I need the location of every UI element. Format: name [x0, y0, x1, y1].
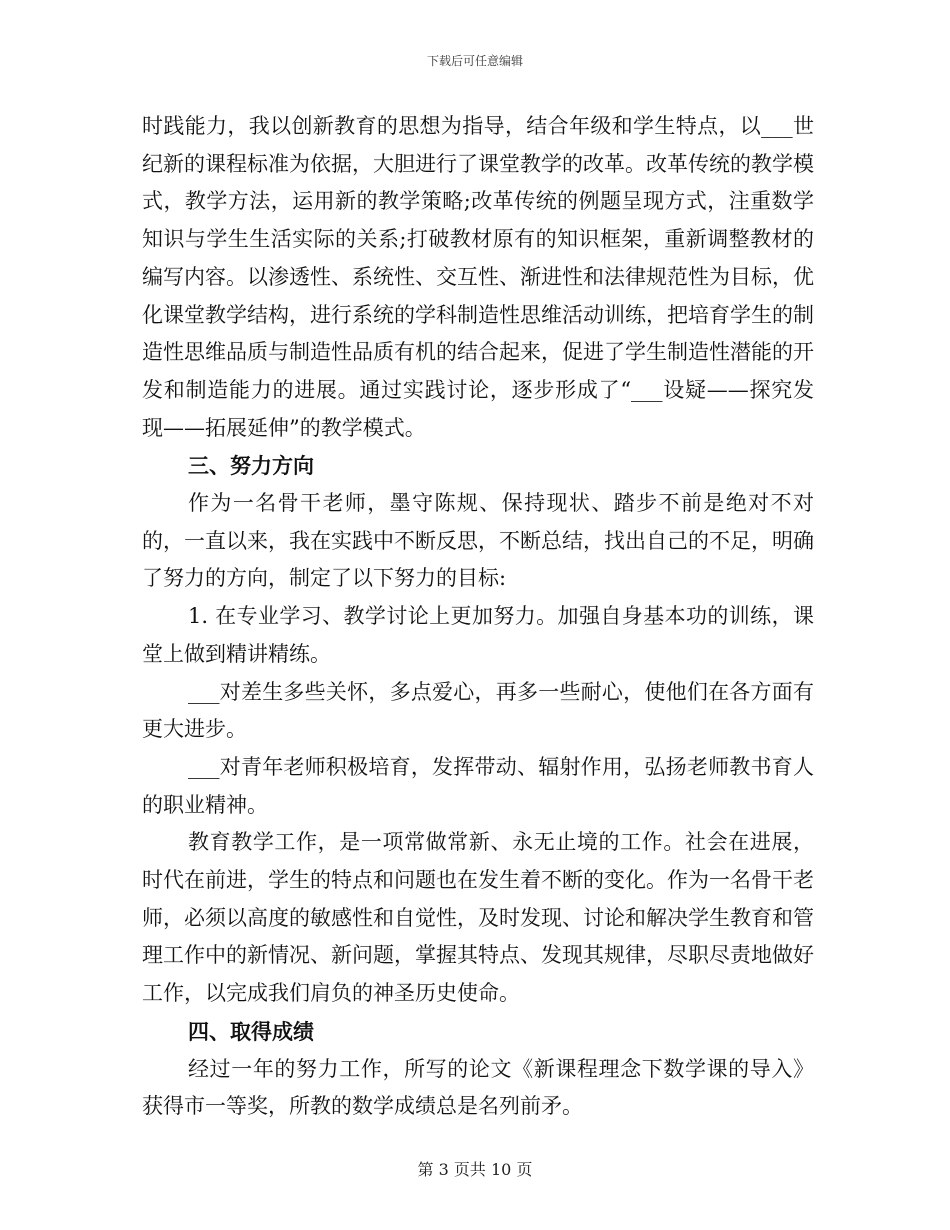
document-body [142, 108, 814, 1126]
paragraph-intro: 时践能力，我以创新教育的思想为指导，结合年级和学生特点，以___世纪新的课程标准为依据，大胆进行了课堂教学的改革。改革传统的教学模式，教学方法，运用新的教学策略;改革传统的例题呈现方式，注重数学知识与学生生活实际的关系;打破教材原有的知识框架，重新调整教材的编写内容。以渗透性、系统性、交互性、渐进性和法律规范性为目标，优化课堂教学结构，进行系统的学科制造性思维活动训练，把培育学生的制造性思维品质与制造性品质有机的结合起来，促进了学生制造性潜能的开发和制造能力的进展。通过实践讨论，逐步形成了“___设疑——探究发现——拓展延伸”的教学模式。 [142, 114, 814, 440]
paragraph-work: 教育教学工作，是一项常做常新、永无止境的工作。社会在进展，时代在前进，学生的特点和问题也在发生着不断的变化。作为一名骨干老师，必须以高度的敏感性和自觉性，及时发现、讨论和解决学生教育和管理工作中的新情况、新问题，掌握其特点、发现其规律，尽职尽责地做好工作，以完成我们肩负的神圣历史使命。 [142, 830, 814, 1006]
section-heading-achievements: 四、取得成绩 [188, 1018, 314, 1044]
paragraph-achievements: 经过一年的努力工作，所写的论文《新课程理念下数学课的导入》获得市一等奖，所教的数学成绩总是名列前矛。 [142, 1056, 814, 1119]
list-item-1: 1. 在专业学习、教学讨论上更加努力。加强自身基本功的训练，课堂上做到精讲精练。 [142, 604, 814, 666]
paragraph-direction: 作为一名骨干老师，墨守陈规、保持现状、踏步不前是绝对不对的，一直以来，我在实践中不断反思，不断总结，找出自己的不足，明确了努力的方向，制定了以下努力的目标: [142, 491, 814, 591]
section-heading-direction: 三、努力方向 [188, 453, 314, 479]
page-footer: 第 3 页共 10 页 [417, 1160, 533, 1179]
page-header: 下载后可任意编辑 [426, 54, 523, 68]
list-item-2: ___对差生多些关怀，多点爱心，再多一些耐心，使他们在各方面有更大进步。 [142, 679, 814, 742]
list-item-3: ___对青年老师积极培育，发挥带动、辐射作用，弘扬老师教书育人的职业精神。 [142, 754, 814, 817]
